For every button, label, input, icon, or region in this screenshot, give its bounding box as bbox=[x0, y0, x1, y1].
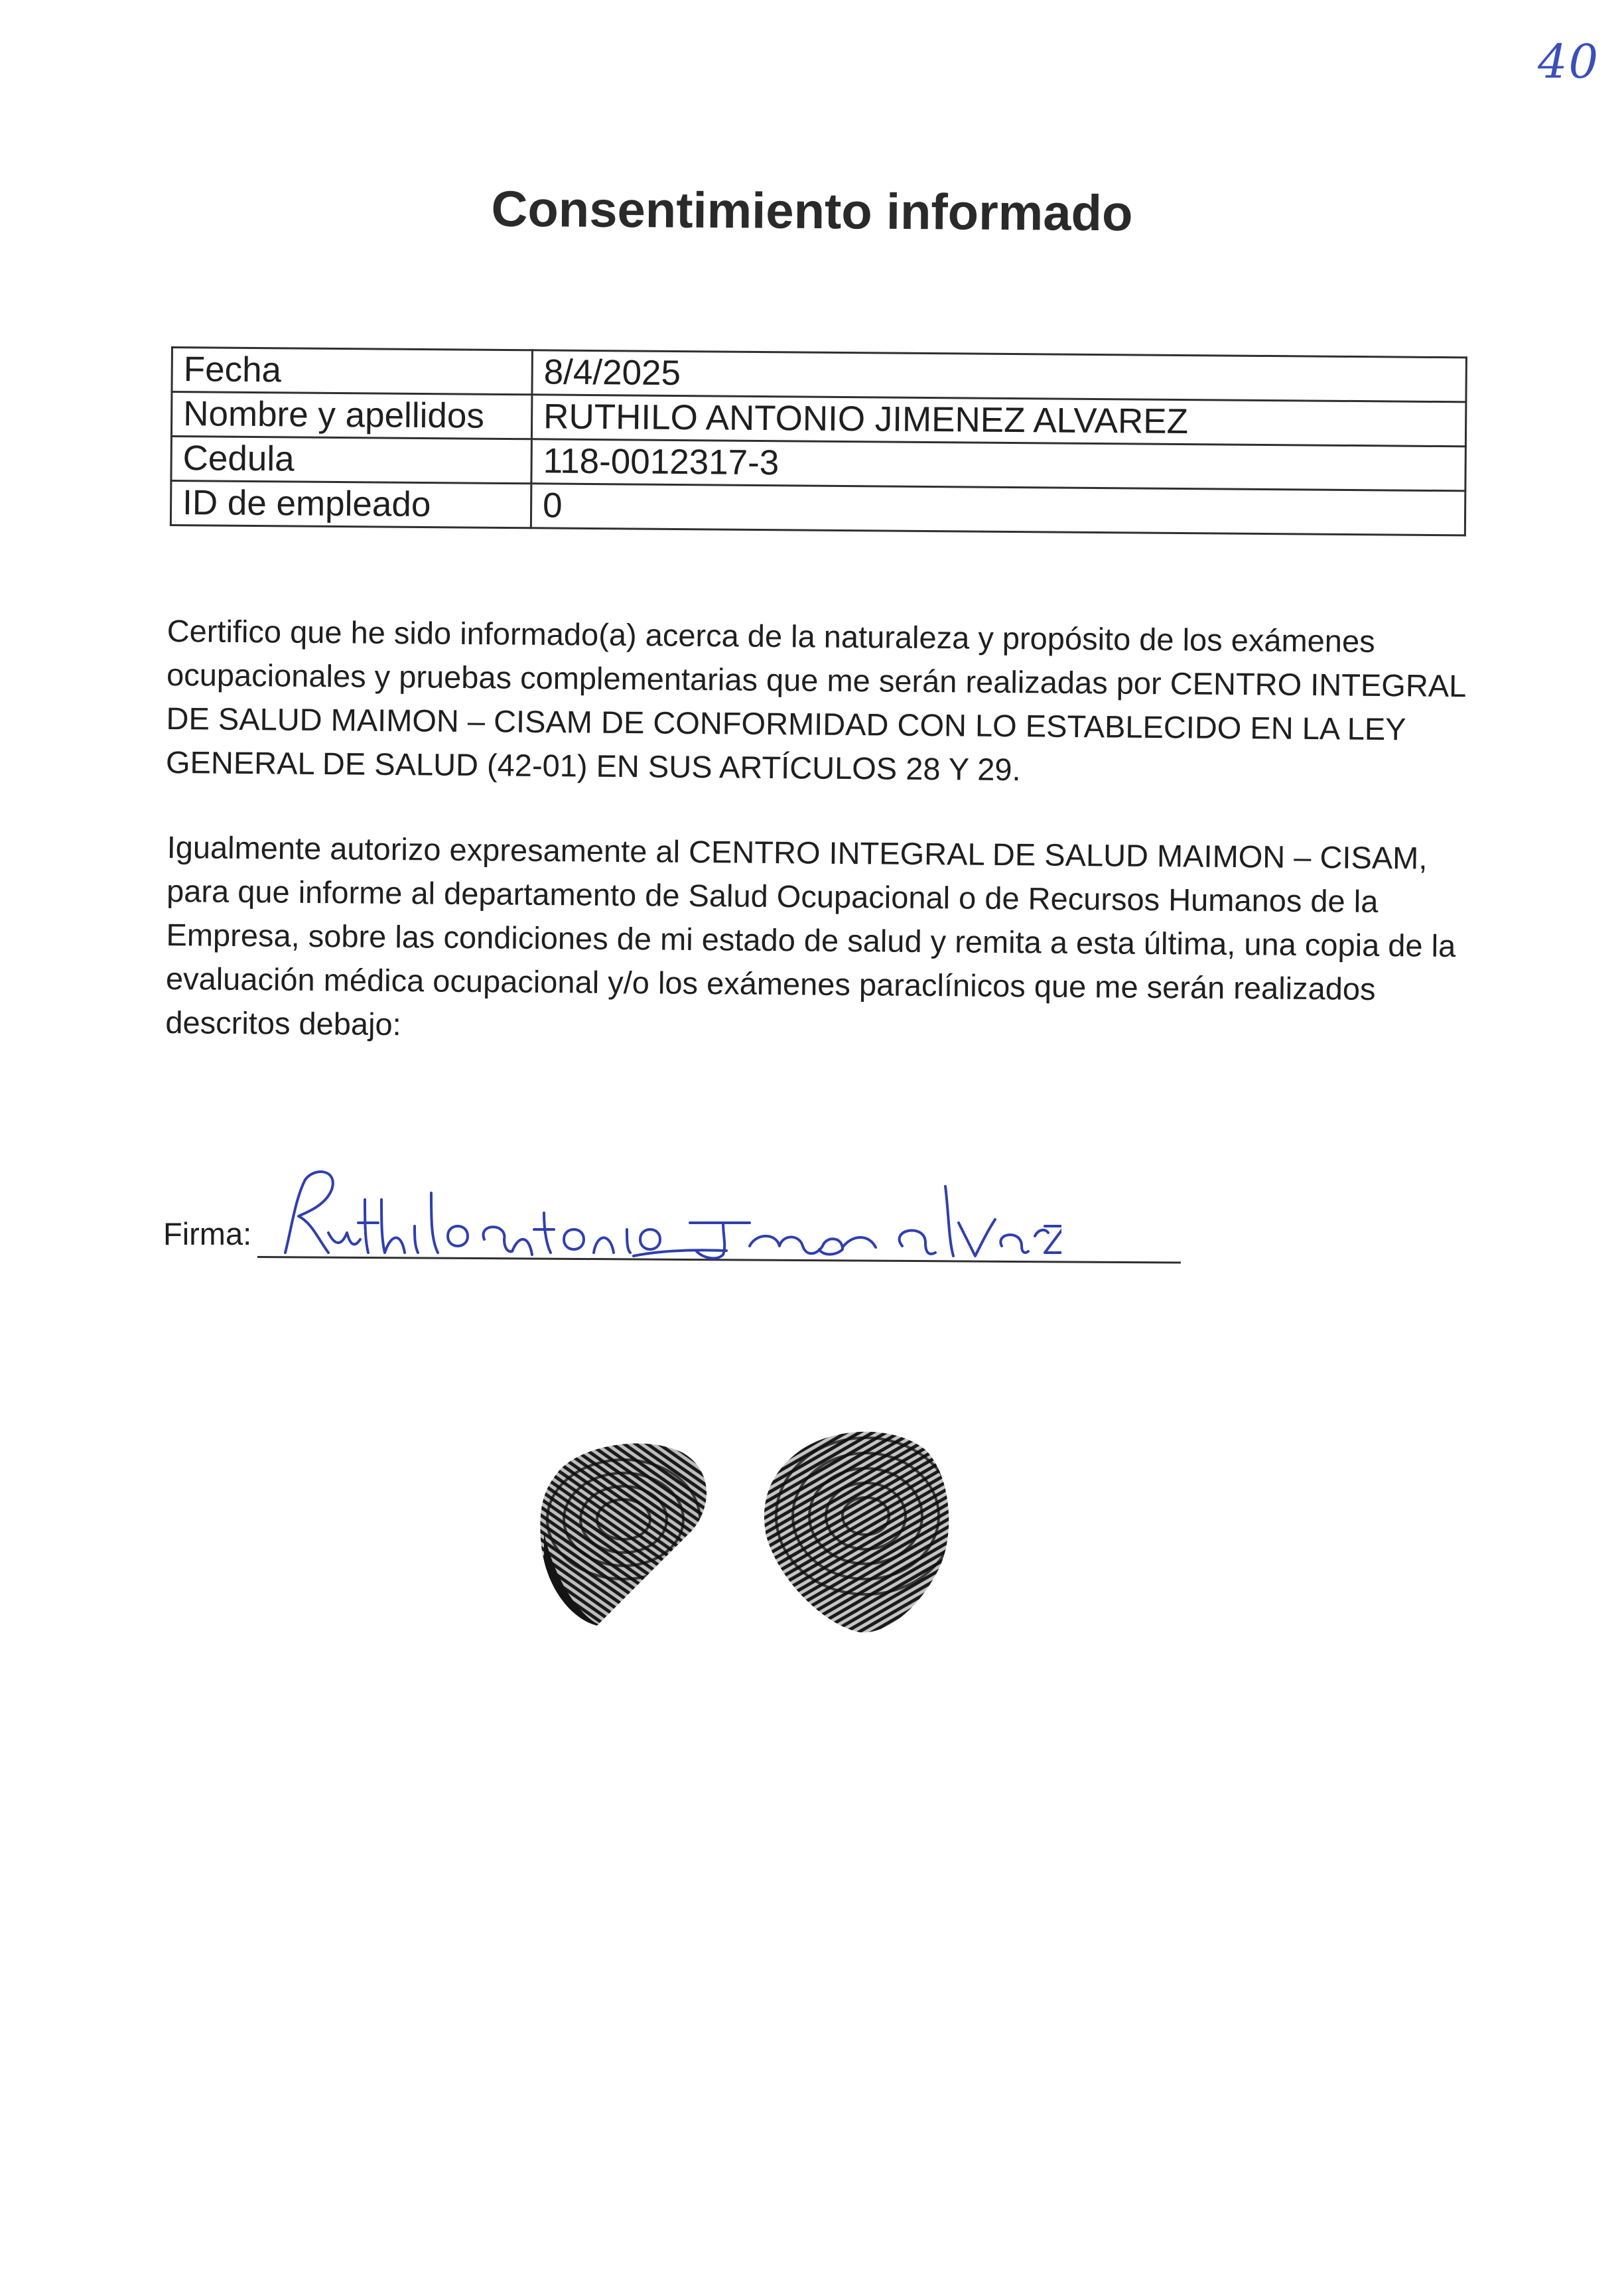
consent-paragraph: Certifico que he sido informado(a) acerca de la naturaleza y propósito de los exámenes ocupacionales y pruebas complementarias que me serán realizadas por CENTRO INTEGRAL DE SALUD MAIMON – CISAM DE CONFORMIDAD CON LO ESTABLECIDO EN LA LEY GENERAL DE SALUD (42-01) EN SUS ARTÍCULOS 28 Y 29. bbox=[165, 612, 1465, 788]
authorization-paragraph: Igualmente autorizo expresamente al CENTRO INTEGRAL DE SALUD MAIMON – CISAM, para que informe al departamento de Salud Ocupacional o de Recursos Humanos de la Empresa, sobre las condiciones de mi estado de salud y remita a esta última, una copia de la evaluación médica ocupacional y/o los exámenes paraclínicos que me serán realizados descritos debajo: bbox=[165, 829, 1456, 1042]
info-table bbox=[170, 346, 1467, 536]
table-label: Fecha bbox=[172, 348, 533, 395]
table-label: Cedula bbox=[171, 437, 532, 484]
signature-label: Firma: bbox=[163, 1216, 252, 1251]
table-value: 0 bbox=[531, 484, 1465, 535]
table-row bbox=[170, 481, 1465, 535]
fingerprint-right-icon bbox=[753, 1423, 959, 1642]
table-label: ID de empleado bbox=[170, 481, 531, 528]
fingerprint-left-icon bbox=[531, 1433, 723, 1632]
table-value: 8/4/2025 bbox=[532, 350, 1466, 402]
handwritten-signature bbox=[265, 1160, 1061, 1266]
table-label: Nombre y apellidos bbox=[171, 392, 532, 439]
table-value: RUTHILO ANTONIO JIMENEZ ALVAREZ bbox=[531, 395, 1465, 447]
table-value: 118-0012317-3 bbox=[531, 439, 1465, 491]
page-title: Consentimiento informado bbox=[491, 180, 1133, 242]
page-number: 40 bbox=[1538, 35, 1600, 89]
